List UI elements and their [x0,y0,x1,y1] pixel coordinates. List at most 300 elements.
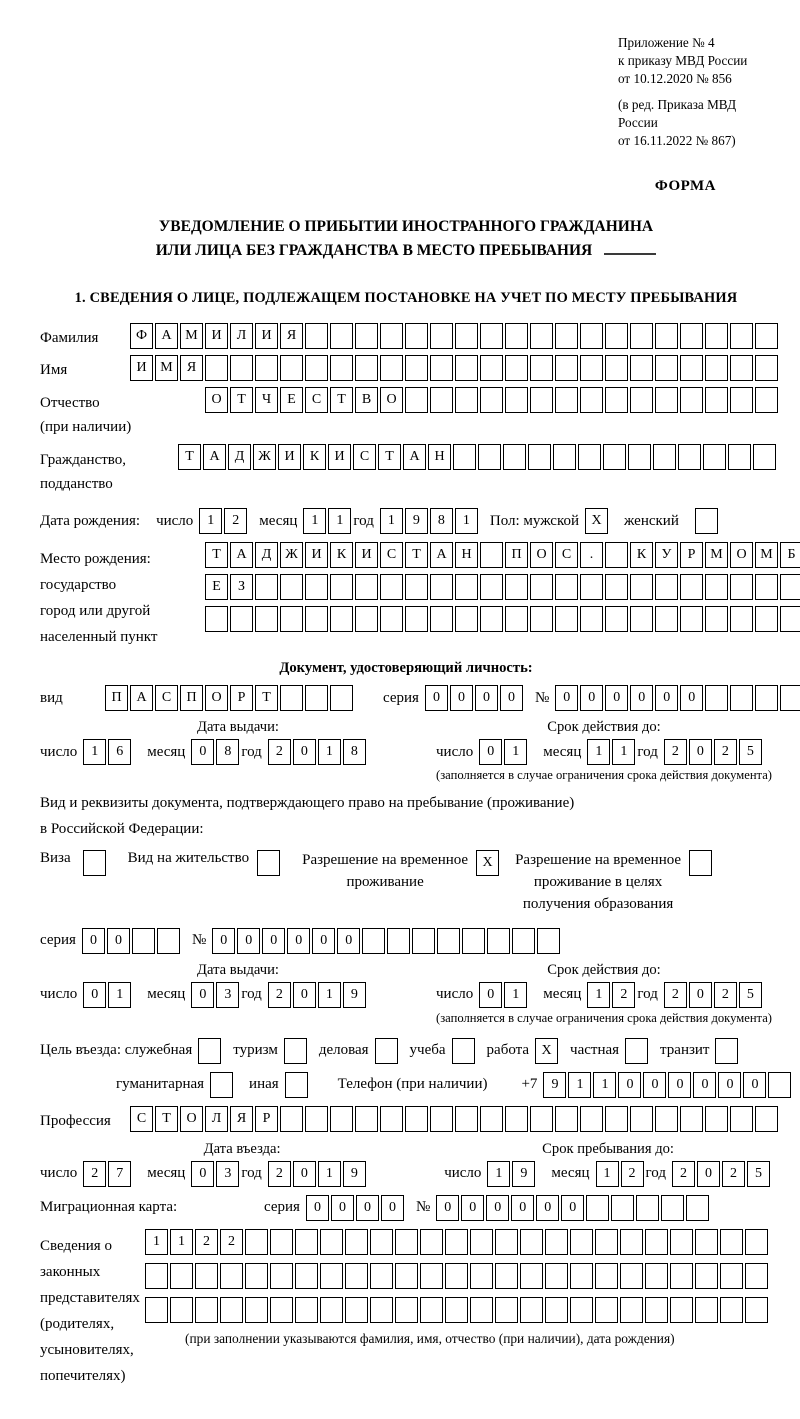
char-cell[interactable]: 0 [461,1195,484,1221]
char-cell[interactable]: 1 [504,739,527,765]
char-cell[interactable]: 0 [536,1195,559,1221]
char-cell[interactable] [655,323,678,349]
char-cell[interactable] [580,574,603,600]
char-cell[interactable]: С [130,1106,153,1132]
char-cell[interactable]: 3 [216,982,239,1008]
char-cell[interactable]: Е [280,387,303,413]
char-cell[interactable] [645,1229,668,1255]
char-cell[interactable] [570,1263,593,1289]
char-cell[interactable]: Л [230,323,253,349]
char-cell[interactable]: М [180,323,203,349]
char-cell[interactable]: У [655,542,678,568]
char-cell[interactable]: 2 [714,982,737,1008]
char-cell[interactable] [505,355,528,381]
char-cell[interactable]: Т [378,444,401,470]
char-cell[interactable]: 1 [380,508,403,534]
char-cell[interactable]: 9 [512,1161,535,1187]
char-cell[interactable] [520,1297,543,1323]
char-cell[interactable] [220,1263,243,1289]
char-cell[interactable]: Ч [255,387,278,413]
char-cell[interactable] [505,387,528,413]
char-cell[interactable]: 1 [487,1161,510,1187]
char-cell[interactable] [730,685,753,711]
char-cell[interactable]: 0 [425,685,448,711]
char-cell[interactable]: 0 [337,928,360,954]
char-cell[interactable]: 1 [145,1229,168,1255]
char-cell[interactable] [730,574,753,600]
char-cell[interactable]: Б [780,542,800,568]
char-cell[interactable]: Р [255,1106,278,1132]
char-cell[interactable] [470,1229,493,1255]
char-cell[interactable] [505,574,528,600]
char-cell[interactable] [255,574,278,600]
char-cell[interactable]: 2 [664,982,687,1008]
char-cell[interactable] [670,1263,693,1289]
char-cell[interactable]: И [355,542,378,568]
char-cell[interactable] [670,1297,693,1323]
char-cell[interactable] [395,1263,418,1289]
char-cell[interactable] [430,355,453,381]
char-cell[interactable] [628,444,651,470]
char-cell[interactable]: С [380,542,403,568]
char-cell[interactable] [370,1229,393,1255]
char-cell[interactable] [689,850,712,876]
char-cell[interactable]: 5 [739,982,762,1008]
char-cell[interactable]: Т [155,1106,178,1132]
char-cell[interactable]: И [305,542,328,568]
char-cell[interactable] [595,1297,618,1323]
char-cell[interactable]: Р [230,685,253,711]
char-cell[interactable]: 1 [170,1229,193,1255]
char-cell[interactable] [680,323,703,349]
char-cell[interactable]: Я [180,355,203,381]
char-cell[interactable] [645,1263,668,1289]
char-cell[interactable] [305,355,328,381]
char-cell[interactable]: 9 [543,1072,566,1098]
char-cell[interactable] [755,387,778,413]
char-cell[interactable] [170,1297,193,1323]
char-cell[interactable] [695,508,718,534]
char-cell[interactable]: Р [680,542,703,568]
char-cell[interactable] [405,574,428,600]
char-cell[interactable] [420,1297,443,1323]
char-cell[interactable] [480,387,503,413]
char-cell[interactable] [480,574,503,600]
char-cell[interactable] [405,355,428,381]
char-cell[interactable]: Я [230,1106,253,1132]
char-cell[interactable] [655,387,678,413]
char-cell[interactable] [430,606,453,632]
char-cell[interactable]: 0 [561,1195,584,1221]
char-cell[interactable] [653,444,676,470]
char-cell[interactable]: А [130,685,153,711]
char-cell[interactable] [330,606,353,632]
char-cell[interactable] [605,387,628,413]
char-cell[interactable] [570,1229,593,1255]
char-cell[interactable] [703,444,726,470]
char-cell[interactable] [686,1195,709,1221]
char-cell[interactable] [362,928,385,954]
char-cell[interactable]: 2 [621,1161,644,1187]
char-cell[interactable]: 0 [618,1072,641,1098]
char-cell[interactable] [505,1106,528,1132]
char-cell[interactable]: X [476,850,499,876]
char-cell[interactable]: 0 [630,685,653,711]
char-cell[interactable] [705,323,728,349]
char-cell[interactable]: 8 [343,739,366,765]
char-cell[interactable] [480,1106,503,1132]
char-cell[interactable] [230,355,253,381]
char-cell[interactable] [680,355,703,381]
char-cell[interactable] [430,323,453,349]
char-cell[interactable]: 1 [587,739,610,765]
char-cell[interactable]: М [755,542,778,568]
char-cell[interactable] [387,928,410,954]
char-cell[interactable] [220,1297,243,1323]
char-cell[interactable]: 2 [195,1229,218,1255]
char-cell[interactable] [195,1297,218,1323]
char-cell[interactable]: 0 [293,982,316,1008]
char-cell[interactable]: 5 [747,1161,770,1187]
char-cell[interactable]: П [180,685,203,711]
char-cell[interactable] [605,1106,628,1132]
char-cell[interactable]: 9 [343,1161,366,1187]
char-cell[interactable] [520,1229,543,1255]
char-cell[interactable] [528,444,551,470]
char-cell[interactable] [198,1038,221,1064]
char-cell[interactable] [345,1263,368,1289]
char-cell[interactable]: 9 [343,982,366,1008]
char-cell[interactable]: Д [228,444,251,470]
char-cell[interactable] [355,1106,378,1132]
char-cell[interactable]: Н [428,444,451,470]
char-cell[interactable]: С [555,542,578,568]
char-cell[interactable]: 2 [664,739,687,765]
char-cell[interactable]: К [330,542,353,568]
char-cell[interactable]: Ж [253,444,276,470]
char-cell[interactable] [553,444,576,470]
char-cell[interactable] [330,574,353,600]
char-cell[interactable] [330,1106,353,1132]
char-cell[interactable] [530,355,553,381]
char-cell[interactable] [505,606,528,632]
char-cell[interactable]: 2 [268,739,291,765]
char-cell[interactable] [555,574,578,600]
char-cell[interactable] [780,685,800,711]
char-cell[interactable]: 2 [722,1161,745,1187]
char-cell[interactable] [270,1229,293,1255]
char-cell[interactable]: 0 [237,928,260,954]
char-cell[interactable] [495,1263,518,1289]
char-cell[interactable] [284,1038,307,1064]
char-cell[interactable] [705,606,728,632]
char-cell[interactable]: 2 [268,982,291,1008]
char-cell[interactable] [375,1038,398,1064]
char-cell[interactable]: 1 [318,739,341,765]
char-cell[interactable] [380,323,403,349]
char-cell[interactable]: 0 [107,928,130,954]
char-cell[interactable] [611,1195,634,1221]
char-cell[interactable] [655,1106,678,1132]
char-cell[interactable]: Т [255,685,278,711]
char-cell[interactable] [530,574,553,600]
char-cell[interactable] [370,1297,393,1323]
char-cell[interactable]: 1 [318,1161,341,1187]
char-cell[interactable] [755,355,778,381]
char-cell[interactable]: И [130,355,153,381]
char-cell[interactable]: 0 [191,982,214,1008]
char-cell[interactable]: 0 [743,1072,766,1098]
char-cell[interactable] [780,606,800,632]
char-cell[interactable] [630,323,653,349]
char-cell[interactable]: 2 [224,508,247,534]
char-cell[interactable]: 0 [500,685,523,711]
char-cell[interactable] [645,1297,668,1323]
char-cell[interactable] [412,928,435,954]
char-cell[interactable]: 2 [672,1161,695,1187]
char-cell[interactable] [420,1263,443,1289]
char-cell[interactable] [270,1297,293,1323]
char-cell[interactable] [655,606,678,632]
char-cell[interactable] [695,1297,718,1323]
char-cell[interactable]: М [705,542,728,568]
char-cell[interactable] [720,1263,743,1289]
char-cell[interactable]: 0 [689,982,712,1008]
char-cell[interactable]: 1 [108,982,131,1008]
char-cell[interactable] [678,444,701,470]
char-cell[interactable] [295,1297,318,1323]
char-cell[interactable]: 0 [331,1195,354,1221]
char-cell[interactable] [305,685,328,711]
char-cell[interactable] [512,928,535,954]
char-cell[interactable]: 0 [191,1161,214,1187]
char-cell[interactable] [455,323,478,349]
char-cell[interactable]: 0 [293,1161,316,1187]
char-cell[interactable] [705,685,728,711]
char-cell[interactable]: З [230,574,253,600]
char-cell[interactable]: 2 [714,739,737,765]
char-cell[interactable] [720,1229,743,1255]
char-cell[interactable] [145,1263,168,1289]
char-cell[interactable] [745,1229,768,1255]
char-cell[interactable] [630,355,653,381]
char-cell[interactable] [595,1263,618,1289]
char-cell[interactable]: Я [280,323,303,349]
char-cell[interactable] [630,574,653,600]
char-cell[interactable]: 1 [303,508,326,534]
char-cell[interactable]: 0 [306,1195,329,1221]
char-cell[interactable]: 3 [216,1161,239,1187]
char-cell[interactable]: О [180,1106,203,1132]
char-cell[interactable] [455,606,478,632]
char-cell[interactable] [145,1297,168,1323]
char-cell[interactable] [705,387,728,413]
char-cell[interactable] [455,387,478,413]
char-cell[interactable] [605,542,628,568]
char-cell[interactable] [380,574,403,600]
char-cell[interactable] [670,1229,693,1255]
char-cell[interactable] [495,1297,518,1323]
char-cell[interactable] [478,444,501,470]
char-cell[interactable] [745,1263,768,1289]
char-cell[interactable]: 1 [596,1161,619,1187]
char-cell[interactable] [720,1297,743,1323]
char-cell[interactable] [715,1038,738,1064]
char-cell[interactable] [430,574,453,600]
char-cell[interactable] [405,1106,428,1132]
char-cell[interactable] [580,1106,603,1132]
char-cell[interactable] [480,542,503,568]
char-cell[interactable] [755,606,778,632]
char-cell[interactable]: О [530,542,553,568]
char-cell[interactable] [205,355,228,381]
char-cell[interactable]: 0 [580,685,603,711]
char-cell[interactable] [545,1229,568,1255]
char-cell[interactable] [320,1263,343,1289]
char-cell[interactable] [245,1297,268,1323]
char-cell[interactable] [755,574,778,600]
char-cell[interactable] [355,574,378,600]
char-cell[interactable] [245,1229,268,1255]
char-cell[interactable] [455,1106,478,1132]
char-cell[interactable] [455,574,478,600]
char-cell[interactable] [580,355,603,381]
char-cell[interactable]: 9 [405,508,428,534]
char-cell[interactable]: 0 [212,928,235,954]
char-cell[interactable]: 0 [680,685,703,711]
char-cell[interactable]: В [355,387,378,413]
char-cell[interactable]: А [203,444,226,470]
char-cell[interactable]: О [205,387,228,413]
char-cell[interactable]: О [380,387,403,413]
char-cell[interactable] [83,850,106,876]
char-cell[interactable] [295,1263,318,1289]
char-cell[interactable] [170,1263,193,1289]
char-cell[interactable] [530,387,553,413]
char-cell[interactable] [630,387,653,413]
char-cell[interactable]: 0 [450,685,473,711]
char-cell[interactable]: 0 [191,739,214,765]
char-cell[interactable] [730,323,753,349]
char-cell[interactable] [470,1297,493,1323]
char-cell[interactable]: 0 [697,1161,720,1187]
char-cell[interactable] [730,606,753,632]
char-cell[interactable]: 8 [430,508,453,534]
char-cell[interactable] [753,444,776,470]
char-cell[interactable] [305,323,328,349]
char-cell[interactable] [630,1106,653,1132]
char-cell[interactable]: 1 [455,508,478,534]
char-cell[interactable] [745,1297,768,1323]
char-cell[interactable]: Д [255,542,278,568]
char-cell[interactable]: 0 [436,1195,459,1221]
char-cell[interactable] [505,323,528,349]
char-cell[interactable]: 2 [220,1229,243,1255]
char-cell[interactable]: 0 [82,928,105,954]
char-cell[interactable] [728,444,751,470]
char-cell[interactable]: 0 [312,928,335,954]
char-cell[interactable]: 0 [479,982,502,1008]
char-cell[interactable]: А [230,542,253,568]
char-cell[interactable] [636,1195,659,1221]
char-cell[interactable]: 0 [262,928,285,954]
char-cell[interactable] [530,606,553,632]
char-cell[interactable] [580,323,603,349]
char-cell[interactable] [620,1263,643,1289]
char-cell[interactable] [578,444,601,470]
char-cell[interactable]: 0 [643,1072,666,1098]
char-cell[interactable] [330,685,353,711]
char-cell[interactable]: 2 [612,982,635,1008]
char-cell[interactable] [625,1038,648,1064]
char-cell[interactable] [355,323,378,349]
char-cell[interactable] [380,1106,403,1132]
char-cell[interactable] [603,444,626,470]
char-cell[interactable] [730,355,753,381]
char-cell[interactable]: 1 [593,1072,616,1098]
char-cell[interactable] [755,685,778,711]
char-cell[interactable]: 0 [693,1072,716,1098]
char-cell[interactable] [503,444,526,470]
char-cell[interactable] [705,574,728,600]
char-cell[interactable] [555,323,578,349]
char-cell[interactable]: 0 [83,982,106,1008]
char-cell[interactable] [595,1229,618,1255]
char-cell[interactable]: П [105,685,128,711]
char-cell[interactable]: 0 [655,685,678,711]
char-cell[interactable]: А [155,323,178,349]
char-cell[interactable] [453,444,476,470]
char-cell[interactable]: С [155,685,178,711]
char-cell[interactable] [730,1106,753,1132]
char-cell[interactable]: 0 [718,1072,741,1098]
char-cell[interactable] [305,574,328,600]
char-cell[interactable]: Т [205,542,228,568]
char-cell[interactable] [245,1263,268,1289]
char-cell[interactable] [480,355,503,381]
char-cell[interactable] [680,1106,703,1132]
char-cell[interactable] [280,574,303,600]
char-cell[interactable]: 1 [328,508,351,534]
char-cell[interactable]: 0 [381,1195,404,1221]
char-cell[interactable] [320,1229,343,1255]
char-cell[interactable]: А [403,444,426,470]
char-cell[interactable] [255,606,278,632]
char-cell[interactable] [530,1106,553,1132]
char-cell[interactable] [330,355,353,381]
char-cell[interactable]: 0 [356,1195,379,1221]
char-cell[interactable] [280,606,303,632]
char-cell[interactable]: 7 [108,1161,131,1187]
char-cell[interactable]: . [580,542,603,568]
char-cell[interactable]: 0 [689,739,712,765]
char-cell[interactable]: И [328,444,351,470]
char-cell[interactable] [195,1263,218,1289]
char-cell[interactable] [620,1297,643,1323]
char-cell[interactable] [705,355,728,381]
char-cell[interactable]: 1 [199,508,222,534]
char-cell[interactable] [452,1038,475,1064]
char-cell[interactable] [480,323,503,349]
char-cell[interactable] [210,1072,233,1098]
char-cell[interactable] [395,1229,418,1255]
char-cell[interactable]: 1 [568,1072,591,1098]
char-cell[interactable] [230,606,253,632]
char-cell[interactable] [655,574,678,600]
char-cell[interactable] [530,323,553,349]
char-cell[interactable] [445,1297,468,1323]
char-cell[interactable] [555,355,578,381]
